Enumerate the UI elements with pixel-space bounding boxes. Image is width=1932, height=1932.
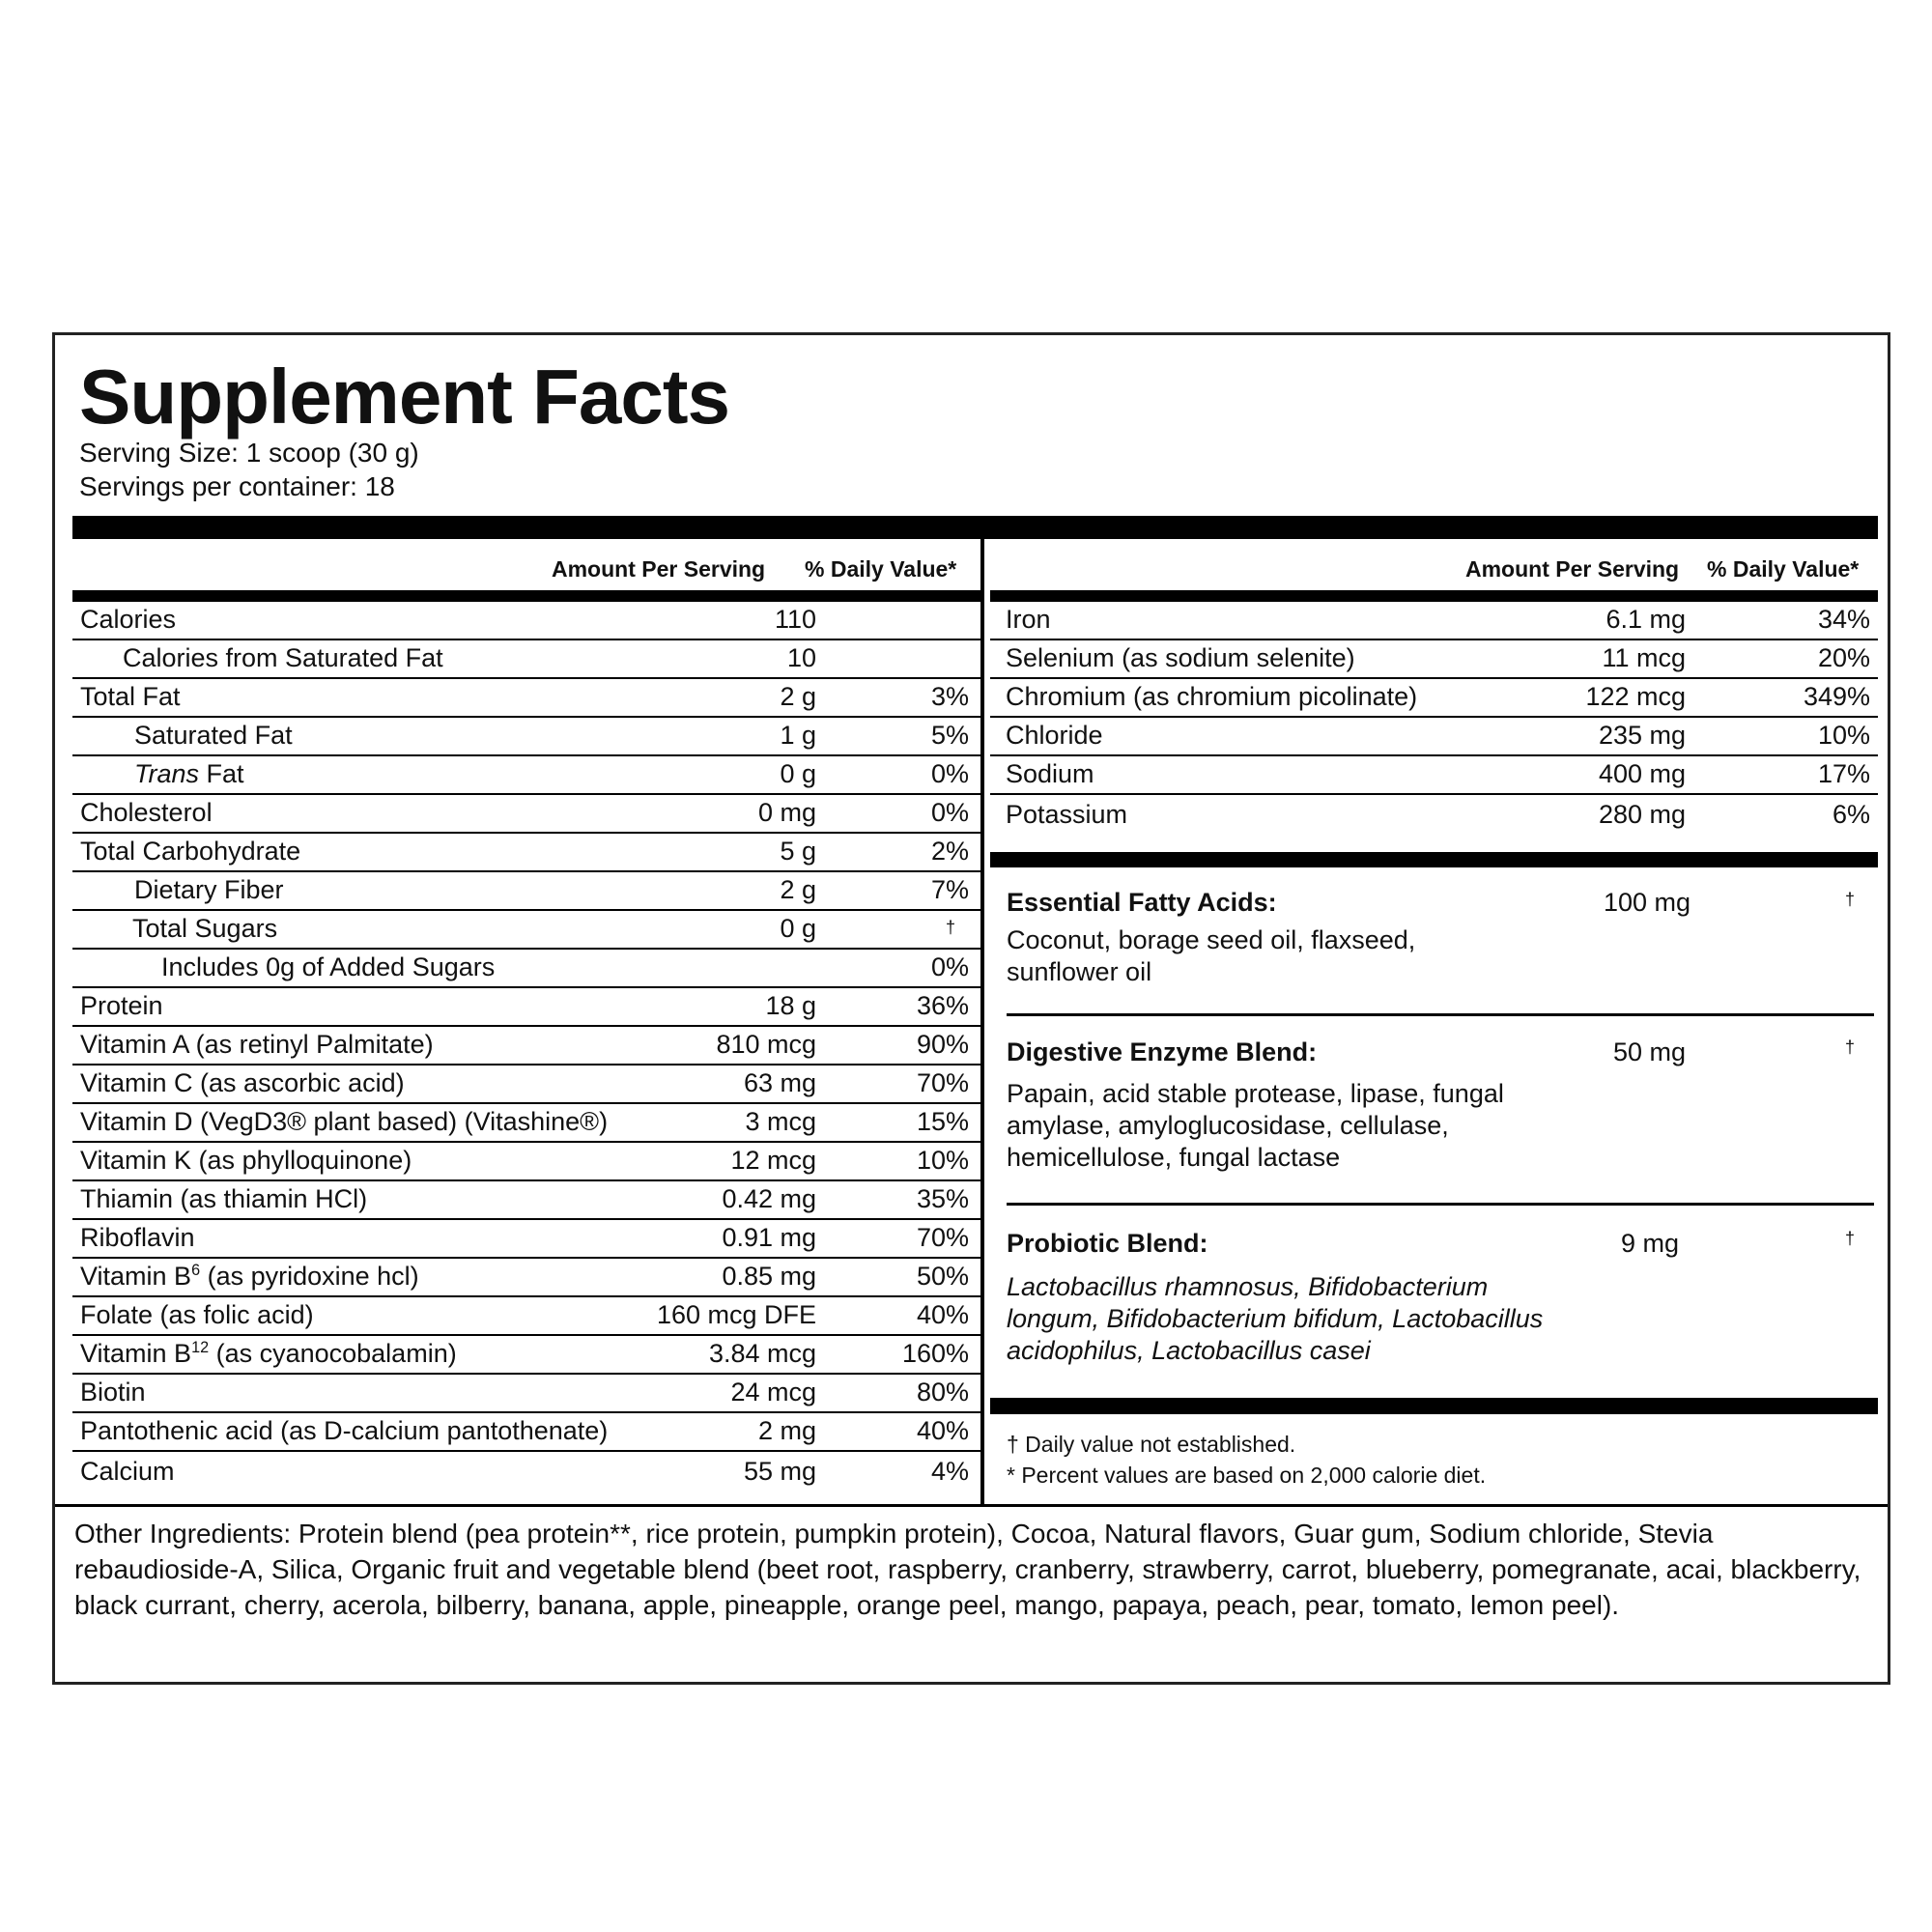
nutrient-row <box>72 640 980 679</box>
nutrient-amount: 18 g <box>765 991 816 1020</box>
nutrient-name: Vitamin D (VegD3® plant based) (Vitashine®) <box>80 1107 609 1136</box>
nutrient-amount: 122 mcg <box>1585 682 1686 711</box>
nutrient-dv: 4% <box>930 1457 969 1486</box>
nutrient-amount: 5 g <box>780 837 816 866</box>
nutrient-amount: 400 mg <box>1598 759 1686 788</box>
nutrient-dv: 15% <box>916 1107 969 1136</box>
nutrient-amount: 24 mcg <box>730 1378 816 1406</box>
blend-amount: 100 mg <box>1604 888 1691 917</box>
nutrient-name: Riboflavin <box>80 1223 195 1252</box>
nutrient-amount: 0 g <box>780 914 816 943</box>
left-header-amount: Amount Per Serving <box>552 556 766 582</box>
nutrient-name: Folate (as folic acid) <box>80 1300 314 1329</box>
nutrient-amount: 0.91 mg <box>722 1223 816 1252</box>
nutrient-name: Protein <box>80 991 163 1020</box>
nutrient-dv: 90% <box>916 1030 969 1059</box>
servings-per-container: Servings per container: 18 <box>79 471 395 501</box>
nutrient-name: Calories from Saturated Fat <box>123 643 443 672</box>
nutrient-row <box>72 1065 980 1104</box>
blend-amount: 9 mg <box>1621 1229 1680 1258</box>
nutrient-dv: † <box>945 918 955 937</box>
nutrient-row <box>990 640 1878 679</box>
nutrient-amount: 12 mcg <box>730 1146 816 1175</box>
nutrient-dv: 34% <box>1817 605 1870 634</box>
nutrient-dv: 50% <box>916 1262 969 1291</box>
nutrient-row <box>72 988 980 1027</box>
nutrient-dv: 6% <box>1832 800 1870 829</box>
blend-dv: † <box>1845 1229 1856 1248</box>
nutrient-dv: 5% <box>930 721 969 750</box>
right-header-dv: % Daily Value* <box>1707 556 1860 582</box>
nutrient-name: Chloride <box>1006 721 1103 750</box>
left-header-dv: % Daily Value* <box>805 556 957 582</box>
nutrient-dv: 10% <box>916 1146 969 1175</box>
nutrient-amount: 0.42 mg <box>722 1184 816 1213</box>
nutrient-row <box>72 1452 980 1491</box>
nutrient-row <box>72 1143 980 1181</box>
nutrient-dv: 70% <box>916 1068 969 1097</box>
nutrient-amount: 110 <box>774 605 816 634</box>
serving-size: Serving Size: 1 scoop (30 g) <box>79 438 419 468</box>
blend-ingredients: Coconut, borage seed oil, flaxseed, sunflower oil <box>1007 925 1416 986</box>
nutrient-name: Vitamin $B^6$ (as pyridoxine hcl) <box>80 1262 419 1291</box>
nutrient-row <box>72 1259 980 1297</box>
footnote-star: * Percent values are based on 2,000 calorie diet. <box>1007 1463 1487 1488</box>
nutrient-name: Vitamin C (as ascorbic acid) <box>80 1068 405 1097</box>
nutrient-name: Total Sugars <box>132 914 278 943</box>
blend-amount: 50 mg <box>1613 1037 1687 1066</box>
nutrient-name: Trans Fat <box>134 759 244 788</box>
nutrient-row <box>72 795 980 834</box>
nutrient-name: Includes 0g of Added Sugars <box>161 952 496 981</box>
blend-divider <box>1007 1203 1874 1206</box>
nutrient-amount: 55 mg <box>743 1457 816 1486</box>
nutrient-name: Dietary Fiber <box>134 875 284 904</box>
nutrient-row <box>72 911 980 950</box>
nutrient-name: Pantothenic acid (as D-calcium pantothenate) <box>80 1416 609 1445</box>
footnote-dagger: † Daily value not established. <box>1007 1432 1296 1457</box>
nutrient-row <box>72 1104 980 1143</box>
nutrient-dv: 36% <box>916 991 969 1020</box>
nutrient-dv: 35% <box>916 1184 969 1213</box>
nutrient-row <box>990 718 1878 756</box>
nutrient-dv: 2% <box>930 837 969 866</box>
nutrient-amount: 63 mg <box>743 1068 816 1097</box>
nutrient-name: Iron <box>1006 605 1051 634</box>
nutrient-dv: 349% <box>1803 682 1870 711</box>
nutrient-name: Biotin <box>80 1378 146 1406</box>
blends-bottom-bar <box>990 1398 1878 1414</box>
blend-dv: † <box>1845 890 1856 909</box>
nutrient-dv: 160% <box>901 1339 969 1368</box>
nutrient-row <box>990 756 1878 795</box>
nutrient-row <box>72 718 980 756</box>
top-thick-divider <box>72 516 1878 539</box>
column-divider <box>980 539 984 1504</box>
nutrient-row <box>72 1336 980 1375</box>
right-header-bar <box>990 590 1878 602</box>
nutrient-amount: 0 mg <box>757 798 816 827</box>
nutrient-dv: 40% <box>916 1416 969 1445</box>
nutrient-dv: 0% <box>930 952 969 981</box>
nutrient-dv: 80% <box>916 1378 969 1406</box>
nutrient-name: Chromium (as chromium picolinate) <box>1006 682 1418 711</box>
blend-divider <box>1007 1013 1874 1016</box>
nutrient-row <box>72 756 980 795</box>
nutrient-amount: 11 mcg <box>1602 643 1686 672</box>
nutrient-dv: 20% <box>1817 643 1870 672</box>
blend-title: Digestive Enzyme Blend: <box>1007 1037 1318 1066</box>
blend-title: Essential Fatty Acids: <box>1007 888 1277 917</box>
nutrient-row <box>72 1413 980 1452</box>
nutrient-dv: 0% <box>930 759 969 788</box>
nutrient-amount: 2 g <box>780 682 816 711</box>
nutrient-name: Total Fat <box>80 682 181 711</box>
right-header-amount: Amount Per Serving <box>1465 556 1680 582</box>
nutrient-row <box>72 834 980 872</box>
nutrient-amount: 6.1 mg <box>1605 605 1686 634</box>
nutrient-row <box>72 1220 980 1259</box>
other-ingredients-divider <box>55 1504 1888 1507</box>
nutrient-dv: 7% <box>930 875 969 904</box>
nutrient-dv: 3% <box>930 682 969 711</box>
nutrient-row <box>72 1181 980 1220</box>
nutrient-row <box>990 795 1878 834</box>
nutrient-amount: 235 mg <box>1598 721 1686 750</box>
probiotic-blend-block <box>1007 1229 1876 1374</box>
nutrient-name: Cholesterol <box>80 798 213 827</box>
nutrient-name: Thiamin (as thiamin HCl) <box>80 1184 368 1213</box>
blend-ingredients: Papain, acid stable protease, lipase, fungal amylase, amyloglucosidase, cellulase, hemicellulose, fungal lactase <box>1007 1079 1504 1172</box>
blend-title: Probiotic Blend: <box>1007 1229 1208 1258</box>
left-header-bar <box>72 590 980 602</box>
nutrient-amount: 2 g <box>780 875 816 904</box>
nutrient-dv: 40% <box>916 1300 969 1329</box>
nutrient-amount: 2 mg <box>757 1416 816 1445</box>
nutrient-row <box>72 1027 980 1065</box>
nutrient-name: Vitamin K (as phylloquinone) <box>80 1146 412 1175</box>
nutrient-name: Vitamin A (as retinyl Palmitate) <box>80 1030 434 1059</box>
nutrient-row <box>990 679 1878 718</box>
nutrient-dv: 17% <box>1817 759 1870 788</box>
nutrient-amount: 3.84 mcg <box>708 1339 816 1368</box>
nutrient-name: Selenium (as sodium selenite) <box>1006 643 1355 672</box>
supplement-facts-panel <box>52 332 1890 1685</box>
digestive-enzyme-block <box>1007 1037 1876 1173</box>
nutrient-amount: 160 mcg DFE <box>656 1300 816 1329</box>
nutrient-name: Saturated Fat <box>134 721 293 750</box>
nutrient-row <box>72 1297 980 1336</box>
nutrient-name: Total Carbohydrate <box>80 837 301 866</box>
minerals-bottom-bar <box>990 852 1878 867</box>
nutrient-name: Calcium <box>80 1457 175 1486</box>
blend-dv: † <box>1845 1037 1856 1057</box>
nutrient-dv: 10% <box>1817 721 1870 750</box>
essential-fatty-acids-block <box>1007 888 1876 1004</box>
nutrient-amount: 10 <box>786 643 816 672</box>
nutrient-row <box>72 872 980 911</box>
nutrient-row <box>990 602 1878 640</box>
nutrient-row <box>72 602 980 640</box>
nutrient-amount: 3 mcg <box>745 1107 816 1136</box>
nutrient-amount: 0 g <box>780 759 816 788</box>
other-ingredients: Other Ingredients: Protein blend (pea protein**, rice protein, pumpkin protein), Cocoa, Natural flavors, Guar gum, Sodium chloride, Stevia rebaudioside-A, Silica, Organic fruit and vegetable blend (beet root, raspberry, cranberry, strawberry, carrot, blueberry, pomegranate, acai, blackberry, black currant, cherry, acerola, bilberry, banana, apple, pineapple, orange peel, mango, papaya, peach, pear, tomato, lemon peel). <box>74 1519 1861 1620</box>
nutrient-row <box>72 950 980 988</box>
nutrient-amount: 1 g <box>780 721 816 750</box>
nutrient-row <box>72 1375 980 1413</box>
nutrient-name: Sodium <box>1006 759 1094 788</box>
blend-ingredients: Lactobacillus rhamnosus, Bifidobacterium longum, Bifidobacterium bifidum, Lactobacillus acidophilus, Lactobacillus casei <box>1007 1272 1544 1365</box>
nutrient-name: Calories <box>80 605 177 634</box>
page-title: Supplement Facts <box>79 354 730 440</box>
nutrient-dv: 70% <box>916 1223 969 1252</box>
nutrient-row <box>72 679 980 718</box>
nutrient-dv: 0% <box>930 798 969 827</box>
nutrient-name: Potassium <box>1006 800 1128 829</box>
nutrient-amount: 280 mg <box>1598 800 1686 829</box>
nutrient-amount: 0.85 mg <box>722 1262 816 1291</box>
nutrient-name: Vitamin $B^{12}$ (as cyanocobalamin) <box>80 1339 457 1368</box>
nutrient-amount: 810 mcg <box>716 1030 816 1059</box>
